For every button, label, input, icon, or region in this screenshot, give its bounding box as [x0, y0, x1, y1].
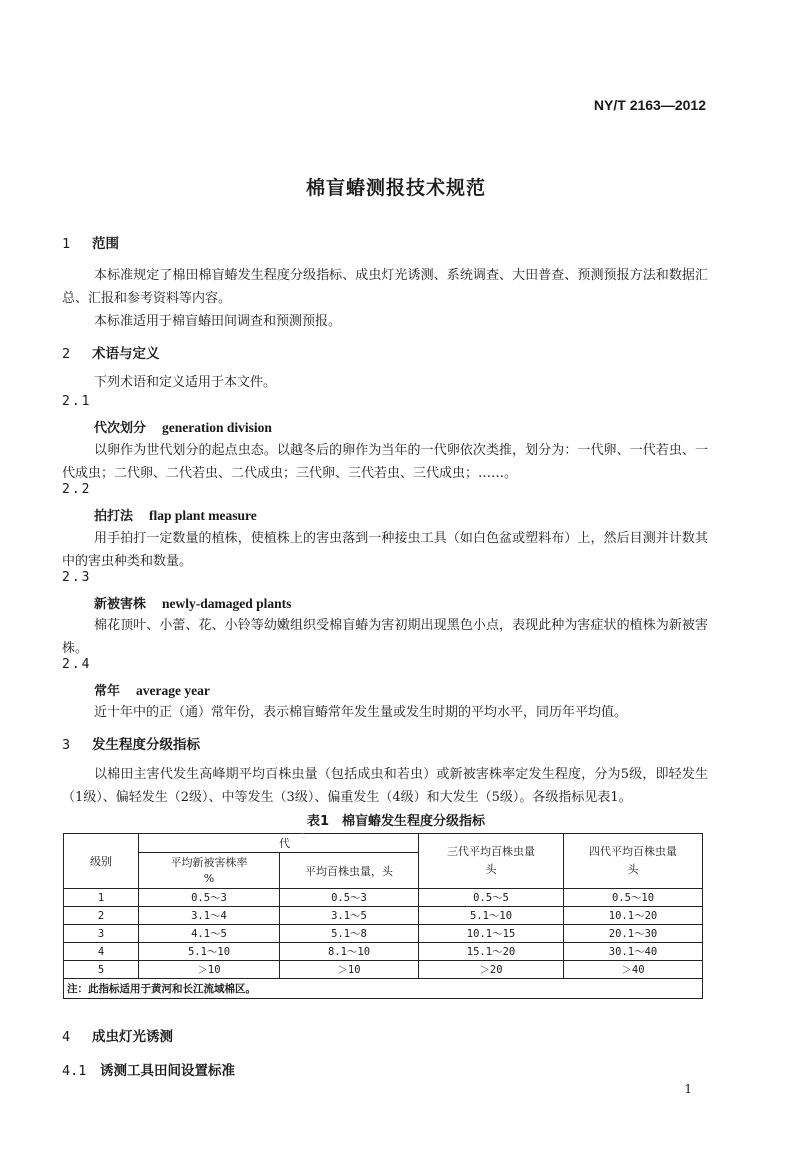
term-2-1-definition: 以卵作为世代划分的起点虫态。以越冬后的卵作为当年的一代卵依次类推，划分为：一代卵、一代若虫、一代成虫；二代卵、二代若虫、二代成虫；三代卵、三代若虫、三代成虫；……。	[62, 443, 708, 481]
section-3-paragraph-1: 以棉田主害代发生高峰期平均百株虫量（包括成虫和若虫）或新被害株率定发生程度，分为5级，即轻发生（1级）、偏轻发生（2级）、中等发生（3级）、偏重发生（4级）和大发生（5级）。各级指标见表1。	[62, 767, 708, 805]
cell: 0.5～5	[419, 889, 564, 907]
section-number: 1	[62, 236, 71, 252]
clause-2-2-number: 2.2	[62, 482, 92, 497]
section-title: 诱测工具田间设置标准	[100, 1063, 235, 1079]
term-2-1	[94, 417, 272, 436]
section-2-heading	[62, 342, 160, 362]
header-gen2-suffix: 代	[279, 837, 290, 850]
term-2-2-definition: 用手拍打一定数量的植株，使植株上的害虫落到一种接虫工具（如白色盆或塑料布）上，然后目测并计数其中的害虫种类和数量。	[62, 531, 708, 569]
header-gen2-rate-unit: %	[203, 871, 215, 885]
section-number: 4.1	[62, 1063, 87, 1079]
table-row	[64, 889, 703, 907]
term-zh: 新被害株	[94, 597, 147, 612]
cell: ＞40	[564, 961, 703, 979]
cell: 8.1～10	[280, 943, 419, 961]
cell: 3	[64, 925, 139, 943]
term-2-4	[94, 680, 210, 699]
table-row	[64, 907, 703, 925]
cell: 4.1～5	[139, 925, 280, 943]
table-note: 注：此指标适用于黄河和长江流域棉区。	[64, 979, 703, 999]
cell: 5.1～10	[139, 943, 280, 961]
clause-2-3-number: 2.3	[62, 570, 92, 585]
term-2-3	[94, 593, 291, 612]
term-en: newly-damaged plants	[162, 596, 292, 611]
cell: 30.1～40	[564, 943, 703, 961]
section-1-paragraph-2: 本标准适用于棉盲蝽田间调查和预测预报。	[94, 314, 342, 329]
term-2-3-definition: 棉花顶叶、小蕾、花、小铃等幼嫩组织受棉盲蝽为害初期出现黑色小点，表现此种为害症状的植株为新被害株。	[62, 618, 708, 656]
header-gen4-unit: 头	[627, 863, 639, 876]
section-title: 发生程度分级指标	[92, 737, 200, 753]
cell: 20.1～30	[564, 925, 703, 943]
header-gen2-rate	[139, 853, 280, 889]
term-zh: 常年	[94, 684, 121, 699]
cell: ＞10	[280, 961, 419, 979]
cell: 1	[64, 889, 139, 907]
cell: 10.1～20	[564, 907, 703, 925]
term-2-4-definition: 近十年中的正（通）常年份，表示棉盲蝽常年发生量或发生时期的平均水平，同历年平均值。	[94, 705, 628, 720]
header-gen2	[139, 834, 419, 853]
header-gen4	[564, 834, 703, 889]
term-zh: 拍打法	[94, 509, 134, 524]
page-number: 1	[684, 1082, 692, 1096]
term-2-2	[94, 505, 257, 524]
table-caption: 表1 棉盲蝽发生程度分级指标	[306, 814, 486, 829]
cell: ＞10	[139, 961, 280, 979]
cell: 3.1～4	[139, 907, 280, 925]
cell: 0.5～10	[564, 889, 703, 907]
section-number: 4	[62, 1029, 71, 1045]
standard-code: NY/T 2163—2012	[593, 97, 706, 113]
section-1-paragraph-1: 本标准规定了棉田棉盲蝽发生程度分级指标、成虫灯光诱测、系统调查、大田普查、预测预报方法和数据汇总、汇报和参考资料等内容。	[62, 268, 708, 306]
section-4-1-heading	[62, 1059, 235, 1079]
section-4-heading	[62, 1025, 173, 1045]
section-title: 成虫灯光诱测	[92, 1029, 173, 1045]
table-row	[64, 943, 703, 961]
term-en: flap plant measure	[149, 508, 257, 523]
cell: 5	[64, 961, 139, 979]
cell: 5.1～10	[419, 907, 564, 925]
cell: 4	[64, 943, 139, 961]
section-number: 2	[62, 346, 71, 362]
header-gen3-label: 三代平均百株虫量	[447, 845, 535, 858]
header-gen4-label: 四代平均百株虫量	[589, 845, 677, 858]
section-1-heading	[62, 232, 119, 252]
table-row	[64, 925, 703, 943]
cell: 2	[64, 907, 139, 925]
cell: 15.1～20	[419, 943, 564, 961]
cell: 3.1～5	[280, 907, 419, 925]
header-gen3	[419, 834, 564, 889]
cell: ＞20	[419, 961, 564, 979]
header-gen2-rate-label: 平均新被害株率	[170, 855, 248, 869]
header-grade: 级别	[64, 834, 139, 889]
term-en: generation division	[162, 420, 272, 435]
cell: 0.5～3	[280, 889, 419, 907]
document-title: 棉盲蝽测报技术规范	[305, 177, 486, 199]
section-number: 3	[62, 737, 71, 753]
section-title: 范围	[92, 236, 119, 252]
section-2-paragraph-1: 下列术语和定义适用于本文件。	[94, 375, 277, 390]
term-en: average year	[136, 683, 210, 698]
clause-2-4-number: 2.4	[62, 657, 92, 672]
cell: 0.5～3	[139, 889, 280, 907]
cell: 10.1～15	[419, 925, 564, 943]
cell: 5.1～8	[280, 925, 419, 943]
header-gen2-count: 平均百株虫量，头	[280, 853, 419, 889]
header-gen3-unit: 头	[485, 863, 497, 876]
section-title: 术语与定义	[92, 346, 160, 362]
header-gen2-numeral: 二	[299, 833, 306, 840]
term-zh: 代次划分	[94, 421, 147, 436]
grade-table	[63, 833, 703, 999]
clause-2-1-number: 2.1	[62, 394, 92, 409]
table-row	[64, 961, 703, 979]
section-3-heading	[62, 733, 200, 753]
